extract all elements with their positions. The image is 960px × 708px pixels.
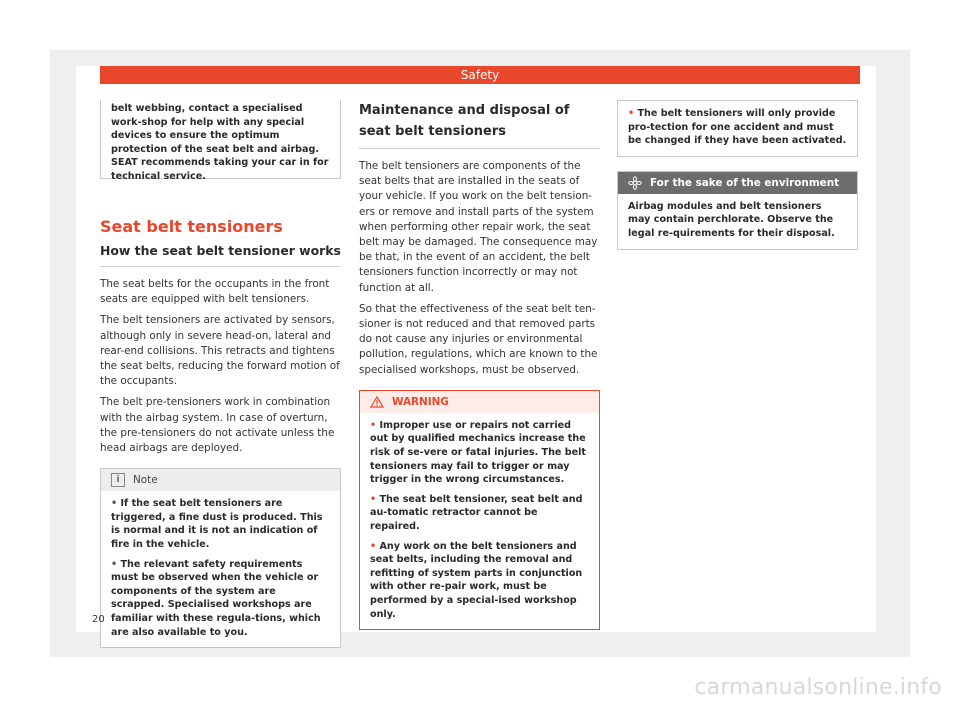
environment-body — [618, 194, 857, 249]
environment-box — [617, 171, 858, 250]
section-title: Seat belt tensioners — [100, 217, 283, 236]
note-title: Note — [133, 474, 158, 487]
subsection-title: How the seat belt tensioner works — [100, 242, 341, 267]
bullet-icon: • — [370, 540, 377, 552]
continued-warning-box — [100, 100, 341, 182]
paragraph: The belt tensioners are activated by sensors, although only in severe head-on, lateral and rear-end collisions. This retracts and tightens the seat belts, reducing the forward motion of the occupants. — [100, 314, 340, 388]
info-icon: i — [111, 473, 125, 487]
bullet-icon: • — [111, 498, 118, 510]
note-header — [101, 469, 340, 491]
warning-triangle-icon — [370, 396, 384, 408]
continued-warning-text: belt webbing, contact a specialised work-shop for help with any special devices to ensure the optimum protection of the seat belt and airbag. SEAT recommends taking your car in for technical service. — [111, 103, 329, 182]
column-2 — [359, 100, 600, 630]
list-item: • Any work on the belt tensioners and seat belts, including the removal and refitting of system parts in conjunction with other re-pair work, must be performed by a special-ised workshop only. — [370, 540, 583, 620]
warning-body — [360, 413, 599, 629]
environment-text: Airbag modules and belt tensioners may contain perchlorate. Observe the legal re-quirements for their disposal. — [628, 200, 835, 239]
flower-icon — [628, 176, 642, 190]
note-box — [100, 468, 341, 648]
warning-header — [360, 391, 599, 413]
column-3 — [617, 100, 858, 250]
list-item: • If the seat belt tensioners are triggered, a fine dust is produced. This is normal and it is not an indication of fire in the vehicle. — [111, 498, 323, 551]
watermark: carmanualsonline.info — [694, 675, 942, 700]
paragraph: The belt pre-tensioners work in combination with the airbag system. In case of overturn, the pre-tensioners do not activate unless the head airbags are deployed. — [100, 396, 335, 455]
bullet-icon: • — [370, 419, 377, 431]
list-item: • The belt tensioners will only provide pro-tection for one accident and must be changed if they have been activated. — [628, 108, 847, 147]
environment-title: For the sake of the environment — [650, 176, 840, 189]
list-item: • Improper use or repairs not carried out by qualified mechanics increase the risk of se-vere or fatal injuries. The belt tensioners may fail to trigger or may trigger in the wrong circumstances. — [370, 419, 587, 486]
paragraph: So that the effectiveness of the seat belt ten-sioner is not reduced and that removed parts do not cause any injuries or environmental pollution, regulations, which are known to the specialised workshops, must be observed. — [359, 302, 598, 376]
paragraph: The seat belts for the occupants in the front seats are equipped with belt tensioners. — [100, 278, 330, 306]
warning-title: WARNING — [392, 395, 449, 408]
chapter-header: Safety — [100, 66, 860, 84]
list-item: • The relevant safety requirements must be observed when the vehicle or components of the system are scrapped. Specialised workshops are familiar with these regula-tions, which are also available to you. — [111, 558, 321, 638]
bullet-icon: • — [628, 108, 635, 119]
subsection-title: Maintenance and disposal of seat belt tensioners — [359, 100, 600, 149]
warning-box — [359, 390, 600, 630]
column-1 — [100, 100, 341, 648]
paragraph: The belt tensioners are components of the seat belts that are installed in the seats of your vehicle. If you work on the belt tension-ers or remove and install parts of the system when performing other repair work, the seat belt may be damaged. The consequence may be that, in the event of an accident, the belt tensioners function incorrectly or may not function at all. — [359, 160, 598, 294]
list-item: • The seat belt tensioner, seat belt and au-tomatic retractor cannot be repaired. — [370, 493, 583, 532]
bullet-icon: • — [111, 558, 118, 570]
bullet-icon: • — [370, 493, 377, 505]
environment-header — [618, 172, 857, 194]
note-body — [101, 491, 340, 647]
continued-warning-box — [617, 100, 858, 157]
page-number: 20 — [92, 614, 105, 625]
